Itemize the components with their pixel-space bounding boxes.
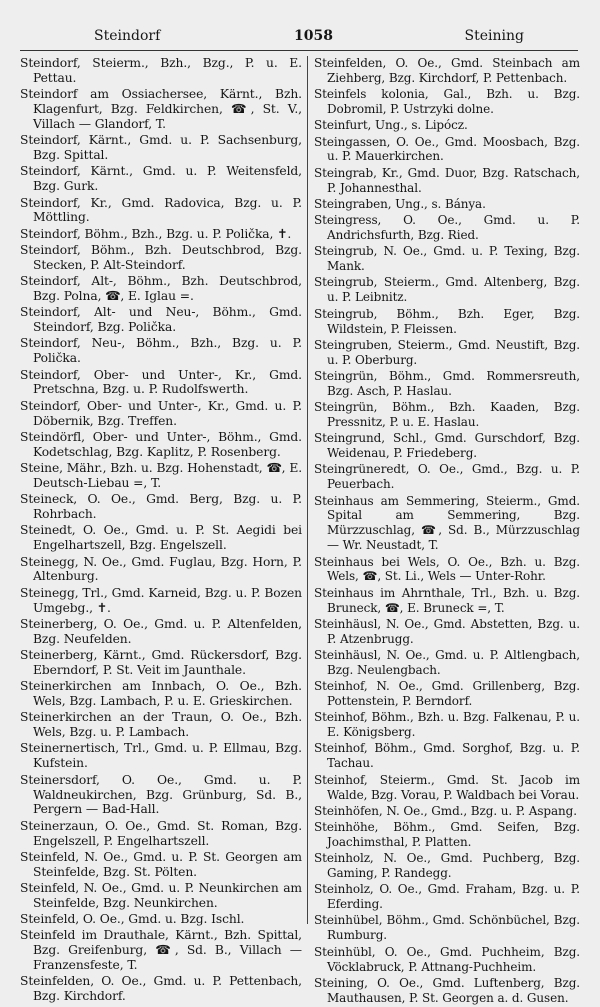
entry: Steindorf, Alt-, Böhm., Bzh. Deutschbrod, Bzg. Polna, ☎, E. Iglau =. bbox=[20, 274, 302, 303]
entry: Steingassen, O. Oe., Gmd. Moosbach, Bzg. u. P. Mauerkirchen. bbox=[314, 134, 580, 164]
header-last-entry: Steining bbox=[464, 28, 524, 44]
column-divider bbox=[307, 56, 308, 924]
page-number: 1058 bbox=[294, 28, 333, 44]
entry: Steinfelden, O. Oe., Gmd. u. P. Pettenbach, Bzg. Kirchdorf. bbox=[20, 974, 302, 1004]
entry: Steinholz, O. Oe., Gmd. Fraham, Bzg. u. P. Eferding. bbox=[314, 882, 580, 912]
entry: Steinfeld, N. Oe., Gmd. u. P. St. Georgen am Steinfelde, Bzg. St. Pölten. bbox=[20, 849, 302, 879]
entry: Steine, Mähr., Bzh. u. Bzg. Hohenstadt, ☎, E. Deutsch-Liebau =, T. bbox=[20, 461, 302, 490]
entry: Steinerkirchen an der Traun, O. Oe., Bzh. Wels, Bzg. u. P. Lambach. bbox=[20, 710, 302, 740]
header-first-entry: Steindorf bbox=[94, 28, 161, 44]
entry: Steinhübel, Böhm., Gmd. Schönbüchel, Bzg. Rumburg. bbox=[314, 913, 580, 943]
entry: Steinhof, Steierm., Gmd. St. Jacob im Walde, Bzg. Vorau, P. Waldbach bei Vorau. bbox=[314, 772, 580, 802]
entry: Steineck, O. Oe., Gmd. Berg, Bzg. u. P. Rohrbach. bbox=[20, 492, 302, 522]
entry: Steinerberg, Kärnt., Gmd. Rückersdorf, Bzg. Eberndorf, P. St. Veit im Jaunthale. bbox=[20, 647, 302, 677]
entry: Steinerkirchen am Innbach, O. Oe., Bzh. Wels, Bzg. Lambach, P. u. E. Grieskirchen. bbox=[20, 679, 302, 709]
entry: Steingruben, Steierm., Gmd. Neustift, Bzg. u. P. Oberburg. bbox=[314, 337, 580, 367]
entry: Steingrub, Böhm., Bzh. Eger, Bzg. Wildstein, P. Fleissen. bbox=[314, 306, 580, 336]
entry: Steinegg, Trl., Gmd. Karneid, Bzg. u. P. Bozen Umgebg., ✝. bbox=[20, 585, 302, 615]
entry: Steinhäusl, N. Oe., Gmd. Abstetten, Bzg. u. P. Atzenbrugg. bbox=[314, 616, 580, 646]
entry: Steinhaus bei Wels, O. Oe., Bzh. u. Bzg. Wels, ☎, St. Li., Wels — Unter-Rohr. bbox=[314, 554, 580, 584]
entry: Steingrüneredt, O. Oe., Gmd., Bzg. u. P. Peuerbach. bbox=[314, 462, 580, 492]
entry: Steingrub, Steierm., Gmd. Altenberg, Bzg. u. P. Leibnitz. bbox=[314, 275, 580, 305]
entry: Steindorf, Böhm., Bzh. Deutschbrod, Bzg. Stecken, P. Alt-Steindorf. bbox=[20, 242, 302, 272]
entry: Steingress, O. Oe., Gmd. u. P. Andrichsfurth, Bzg. Ried. bbox=[314, 213, 580, 243]
entry: Steinhof, Böhm., Bzh. u. Bzg. Falkenau, P. u. E. Königsberg. bbox=[314, 710, 580, 740]
entry: Steining, O. Oe., Gmd. Luftenberg, Bzg. Mauthausen, P. St. Georgen a. d. Gusen. bbox=[314, 975, 580, 1005]
entry: Steingraben, Ung., s. Bánya. bbox=[314, 196, 486, 211]
entry: Steinhof, Böhm., Gmd. Sorghof, Bzg. u. P. Tachau. bbox=[314, 741, 580, 771]
entry: Steinhöhe, Böhm., Gmd. Seifen, Bzg. Joachimsthal, P. Platten. bbox=[314, 820, 580, 849]
entry: Steingrün, Böhm., Bzh. Kaaden, Bzg. Pressnitz, P. u. E. Haslau. bbox=[314, 400, 580, 429]
entry: Steindorf, Kärnt., Gmd. u. P. Sachsenburg, Bzg. Spittal. bbox=[20, 133, 302, 163]
entry: Steindorf, Ober- und Unter-, Kr., Gmd. Pretschna, Bzg. u. P. Rudolfswerth. bbox=[20, 367, 302, 397]
entry: Steingrün, Böhm., Gmd. Rommersreuth, Bzg. Asch, P. Haslau. bbox=[314, 368, 580, 398]
right-column bbox=[314, 56, 580, 1007]
entry: Steindorf am Ossiachersee, Kärnt., Bzh. Klagenfurt, Bzg. Feldkirchen, ☎, St. V., Villach — Glandorf, T. bbox=[20, 87, 302, 131]
header-rule bbox=[20, 50, 578, 51]
entry: Steinernertisch, Trl., Gmd. u. P. Ellmau, Bzg. Kufstein. bbox=[20, 741, 302, 771]
entry: Steinhaus im Ahrnthale, Trl., Bzh. u. Bzg. Bruneck, ☎, E. Bruneck =, T. bbox=[314, 585, 580, 615]
entry: Steinhübl, O. Oe., Gmd. Puchheim, Bzg. Vöcklabruck, P. Attnang-Puchheim. bbox=[314, 944, 580, 974]
entry: Steinfeld, N. Oe., Gmd. u. P. Neunkirchen am Steinfelde, Bzg. Neunkirchen. bbox=[20, 880, 302, 910]
entry: Steinegg, N. Oe., Gmd. Fuglau, Bzg. Horn, P. Altenburg. bbox=[20, 554, 302, 584]
entry: Steinfelden, O. Oe., Gmd. Steinbach am Ziehberg, Bzg. Kirchdorf, P. Pettenbach. bbox=[314, 56, 580, 85]
entry: Steinfeld, O. Oe., Gmd. u. Bzg. Ischl. bbox=[20, 912, 245, 927]
entry: Steinhof, N. Oe., Gmd. Grillenberg, Bzg. Pottenstein, P. Berndorf. bbox=[314, 679, 580, 709]
entry: Steingrab, Kr., Gmd. Duor, Bzg. Ratschach, P. Johannesthal. bbox=[314, 165, 580, 195]
entry: Steinholz, N. Oe., Gmd. Puchberg, Bzg. Gaming, P. Randegg. bbox=[314, 851, 580, 881]
entry: Steindorf, Alt- und Neu-, Böhm., Gmd. Steindorf, Bzg. Polička. bbox=[20, 305, 302, 335]
entry: Steinerzaun, O. Oe., Gmd. St. Roman, Bzg. Engelszell, P. Engelhartszell. bbox=[20, 818, 302, 848]
entry: Steindorf, Ober- und Unter-, Kr., Gmd. u. P. Döbernik, Bzg. Treffen. bbox=[20, 398, 302, 428]
entry: Steinerberg, O. Oe., Gmd. u. P. Altenfelden, Bzg. Neufelden. bbox=[20, 616, 302, 646]
left-column bbox=[20, 56, 302, 1006]
entry: Steindorf, Steierm., Bzh., Bzg., P. u. E. Pettau. bbox=[20, 56, 302, 85]
entry: Steindörfl, Ober- und Unter-, Böhm., Gmd. Kodetschlag, Bzg. Kaplitz, P. Rosenberg. bbox=[20, 429, 302, 459]
entry: Steingrund, Schl., Gmd. Gurschdorf, Bzg. Weidenau, P. Friedeberg. bbox=[314, 431, 580, 461]
entry: Steinhöfen, N. Oe., Gmd., Bzg. u. P. Aspang. bbox=[314, 803, 577, 818]
entry: Steinfeld im Drauthale, Kärnt., Bzh. Spittal, Bzg. Greifenburg, ☎, Sd. B., Villach — Franzensfeste, T. bbox=[20, 928, 302, 973]
entry: Steindorf, Neu-, Böhm., Bzh., Bzg. u. P. Polička. bbox=[20, 336, 302, 366]
entry: Steinedt, O. Oe., Gmd. u. P. St. Aegidi bei Engelhartszell, Bzg. Engelszell. bbox=[20, 523, 302, 553]
entry: Steinfels kolonia, Gal., Bzh. u. Bzg. Dobromil, P. Ustrzyki dolne. bbox=[314, 87, 580, 117]
entry: Steinhaus am Semmering, Steierm., Gmd. Spital am Semmering, Bzg. Mürzzuschlag, ☎, Sd. B., Mürzzuschlag — Wr. Neustadt, T. bbox=[314, 493, 580, 553]
entry: Steinfurt, Ung., s. Lipócz. bbox=[314, 118, 468, 133]
entry: Steinersdorf, O. Oe., Gmd. u. P. Waldneukirchen, Bzg. Grünburg, Sd. B., Pergern — Bad-Hall. bbox=[20, 772, 302, 817]
page-header bbox=[20, 28, 580, 50]
entry: Steindorf, Kr., Gmd. Radovica, Bzg. u. P. Möttling. bbox=[20, 195, 302, 225]
entry: Steindorf, Böhm., Bzh., Bzg. u. P. Polička, ✝. bbox=[20, 226, 292, 241]
entry: Steingrub, N. Oe., Gmd. u. P. Texing, Bzg. Mank. bbox=[314, 244, 580, 274]
entry: Steindorf, Kärnt., Gmd. u. P. Weitensfeld, Bzg. Gurk. bbox=[20, 164, 302, 194]
entry: Steinhäusl, N. Oe., Gmd. u. P. Altlengbach, Bzg. Neulengbach. bbox=[314, 647, 580, 677]
